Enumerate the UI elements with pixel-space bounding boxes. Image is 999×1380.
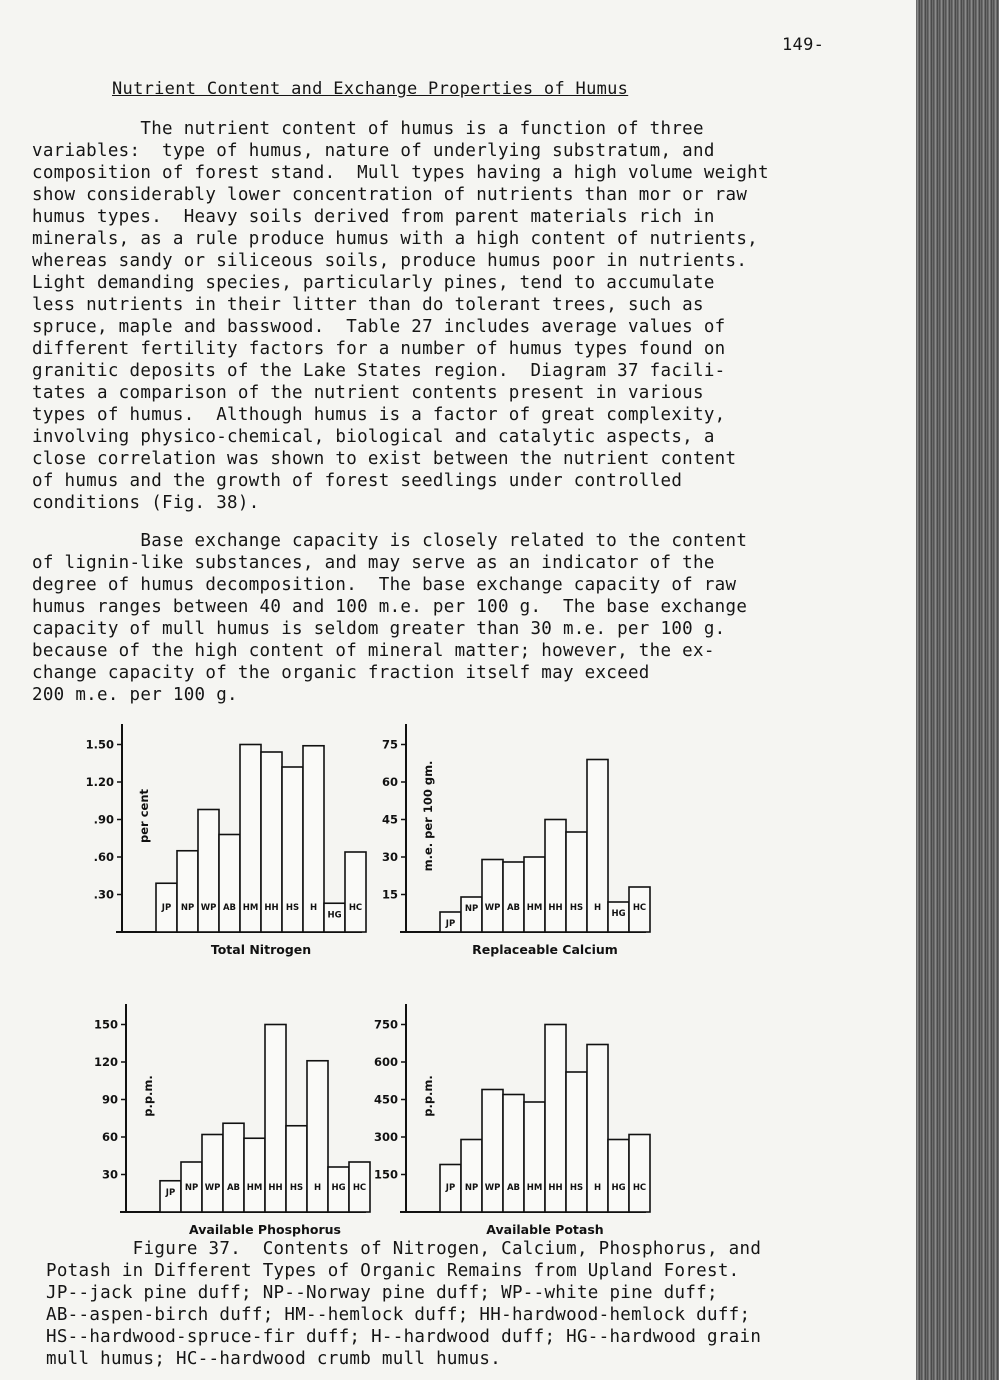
paragraph-line: of humus and the growth of forest seedlings under controlled — [32, 471, 683, 491]
bar-label: HC — [632, 903, 647, 913]
bar-label: HH — [264, 903, 279, 913]
paragraph-line: of lignin-like substances, and may serve as an indicator of the — [32, 553, 715, 573]
y-tick-label: 60 — [101, 1130, 118, 1144]
bar-label: HS — [569, 1183, 584, 1193]
y-tick-label: 60 — [381, 775, 398, 789]
paragraph-base-exchange — [32, 530, 892, 706]
y-axis-label: p.p.m. — [141, 1075, 155, 1117]
chart-title: Available Phosphorus — [189, 1222, 341, 1237]
paragraph-line: minerals, as a rule produce humus with a high content of nutrients, — [32, 229, 759, 249]
chart-replaceable-calcium — [372, 720, 652, 969]
bar-label: HH — [548, 903, 563, 913]
y-axis-label: per cent — [137, 788, 151, 844]
paragraph-nutrient-content — [32, 118, 892, 514]
bar-np — [461, 897, 482, 932]
bar-label: AB — [506, 903, 521, 913]
bar-hc — [345, 852, 366, 932]
chart-svg — [372, 720, 652, 965]
y-axis-label: p.p.m. — [421, 1075, 435, 1117]
caption-line: AB--aspen-birch duff; HM--hemlock duff; HH-hardwood-hemlock duff; — [46, 1305, 751, 1325]
bar-wp — [202, 1135, 223, 1213]
bar-label: NP — [184, 1183, 199, 1193]
paragraph-line: capacity of mull humus is seldom greater than 30 m.e. per 100 g. — [32, 619, 726, 639]
y-tick-label: 600 — [373, 1055, 398, 1069]
paragraph-line: less nutrients in their litter than do tolerant trees, such as — [32, 295, 704, 315]
y-tick-label: 30 — [381, 850, 398, 864]
y-tick-label: 1.50 — [85, 737, 114, 752]
paragraph-line: tates a comparison of the nutrient contents present in various — [32, 383, 704, 403]
bar-label: HG — [611, 1183, 626, 1193]
bar-label: JP — [445, 919, 456, 929]
section-title: Nutrient Content and Exchange Properties of Humus — [112, 79, 629, 99]
bar-label: H — [593, 1183, 602, 1193]
caption-line: Potash in Different Types of Organic Remains from Upland Forest. — [46, 1261, 740, 1281]
bar-label: H — [593, 903, 602, 913]
bar-np — [461, 1140, 482, 1213]
paragraph-line: composition of forest stand. Mull types having a high volume weight — [32, 163, 769, 183]
bar-label: HS — [569, 903, 584, 913]
chart-title: Available Potash — [486, 1222, 604, 1237]
bar-label: HM — [526, 903, 543, 913]
bar-hs — [566, 832, 587, 932]
bar-hm — [524, 857, 545, 932]
bar-label: WP — [484, 903, 501, 913]
paragraph-line: humus types. Heavy soils derived from parent materials rich in — [32, 207, 715, 227]
bar-label: WP — [204, 1183, 221, 1193]
paragraph-line: close correlation was shown to exist between the nutrient content — [32, 449, 737, 469]
book-page-edges — [916, 0, 999, 1380]
bar-hs — [286, 1126, 307, 1212]
y-tick-label: 45 — [381, 812, 398, 827]
y-tick-label: 120 — [93, 1055, 118, 1069]
bar-ab — [503, 862, 524, 932]
paragraph-line: variables: type of humus, nature of underlying substratum, and — [32, 141, 715, 161]
bar-label: HC — [352, 1183, 367, 1193]
y-tick-label: 750 — [373, 1017, 398, 1032]
y-tick-label: .90 — [93, 812, 114, 827]
y-tick-label: .30 — [93, 887, 114, 902]
bar-label: AB — [226, 1183, 241, 1193]
bar-label: AB — [506, 1183, 521, 1193]
y-tick-label: 30 — [101, 1167, 118, 1182]
caption-line: JP--jack pine duff; NP--Norway pine duff; WP--white pine duff; — [46, 1283, 718, 1303]
bar-label: HS — [289, 1183, 304, 1193]
chart-total-nitrogen — [85, 720, 368, 969]
paragraph-line: because of the high content of mineral matter; however, the ex- — [32, 641, 715, 661]
chart-title: Replaceable Calcium — [472, 942, 618, 957]
chart-title: Total Nitrogen — [210, 942, 312, 957]
paragraph-line: show considerably lower concentration of nutrients than mor or raw — [32, 185, 748, 205]
paragraph-line: degree of humus decomposition. The base exchange capacity of raw — [32, 575, 737, 595]
paragraph-line: Light demanding species, particularly pines, tend to accumulate — [32, 273, 715, 293]
bar-label: JP — [161, 903, 172, 913]
paragraph-line: The nutrient content of humus is a function of three — [32, 119, 704, 139]
bar-hm — [524, 1102, 545, 1212]
bar-label: H — [309, 903, 318, 913]
paragraph-line: different fertility factors for a number of humus types found on — [32, 339, 726, 359]
bar-label: NP — [464, 1183, 479, 1193]
caption-line: HS--hardwood-spruce-fir duff; H--hardwood duff; HG--hardwood grain — [46, 1327, 762, 1347]
y-tick-label: 150 — [93, 1017, 118, 1032]
paragraph-line: spruce, maple and basswood. Table 27 includes average values of — [32, 317, 726, 337]
bar-hh — [545, 820, 566, 933]
bar-label: WP — [200, 903, 217, 913]
chart-svg — [85, 720, 368, 965]
chart-svg — [372, 1000, 652, 1245]
bar-wp — [482, 860, 503, 933]
bar-ab — [223, 1123, 244, 1212]
bar-ab — [503, 1095, 524, 1213]
paragraph-line: types of humus. Although humus is a factor of great complexity, — [32, 405, 726, 425]
caption-line: Figure 37. Contents of Nitrogen, Calcium, Phosphorus, and — [46, 1239, 762, 1259]
bar-label: NP — [180, 903, 195, 913]
caption-line: mull humus; HC--hardwood crumb mull humus. — [46, 1349, 502, 1369]
y-axis-label: m.e. per 100 gm. — [421, 760, 435, 872]
paragraph-line: Base exchange capacity is closely related to the content — [32, 531, 748, 551]
bar-wp — [198, 810, 219, 933]
bar-label: HG — [327, 910, 342, 921]
bar-np — [177, 851, 198, 932]
bar-label: JP — [165, 1187, 176, 1198]
paragraph-line: change capacity of the organic fraction itself may exceed — [32, 663, 650, 683]
page-number: 149- — [782, 35, 825, 55]
paragraph-line: involving physico-chemical, biological and catalytic aspects, a — [32, 427, 715, 447]
y-tick-label: 150 — [373, 1167, 398, 1182]
chart-available-potash — [372, 1000, 652, 1249]
bar-label: HM — [526, 1183, 543, 1193]
bar-label: HC — [348, 903, 363, 913]
bar-hg — [608, 1140, 629, 1213]
y-tick-label: 1.20 — [85, 775, 114, 789]
bar-label: HM — [242, 903, 259, 913]
bar-label: HH — [268, 1183, 283, 1193]
bar-hm — [244, 1138, 265, 1212]
y-tick-label: 15 — [381, 887, 398, 902]
bar-label: HS — [285, 903, 300, 913]
y-tick-label: 75 — [381, 737, 398, 752]
bar-wp — [482, 1090, 503, 1213]
bar-label: AB — [222, 903, 237, 913]
y-tick-label: 300 — [373, 1130, 398, 1144]
figure-caption — [46, 1238, 761, 1370]
chart-available-phosphorus — [92, 1000, 372, 1249]
bar-label: HH — [548, 1183, 563, 1193]
y-tick-label: 90 — [101, 1092, 118, 1107]
bar-label: WP — [484, 1183, 501, 1193]
bar-label: H — [313, 1183, 322, 1193]
bar-label: JP — [445, 1183, 456, 1193]
bar-label: NP — [464, 904, 479, 914]
y-tick-label: .60 — [93, 850, 114, 864]
chart-svg — [92, 1000, 372, 1245]
y-tick-label: 450 — [373, 1092, 398, 1107]
bar-label: HG — [611, 909, 626, 919]
bar-label: HC — [632, 1183, 647, 1193]
bar-label: HG — [331, 1183, 346, 1193]
bar-label: HM — [246, 1183, 263, 1193]
bar-hc — [629, 1135, 650, 1213]
paragraph-line: whereas sandy or siliceous soils, produce humus poor in nutrients. — [32, 251, 748, 271]
paragraph-line: conditions (Fig. 38). — [32, 493, 260, 513]
paragraph-line: granitic deposits of the Lake States region. Diagram 37 facili- — [32, 361, 726, 381]
bar-ab — [219, 835, 240, 933]
paragraph-line: 200 m.e. per 100 g. — [32, 685, 238, 705]
paragraph-line: humus ranges between 40 and 100 m.e. per 100 g. The base exchange — [32, 597, 748, 617]
